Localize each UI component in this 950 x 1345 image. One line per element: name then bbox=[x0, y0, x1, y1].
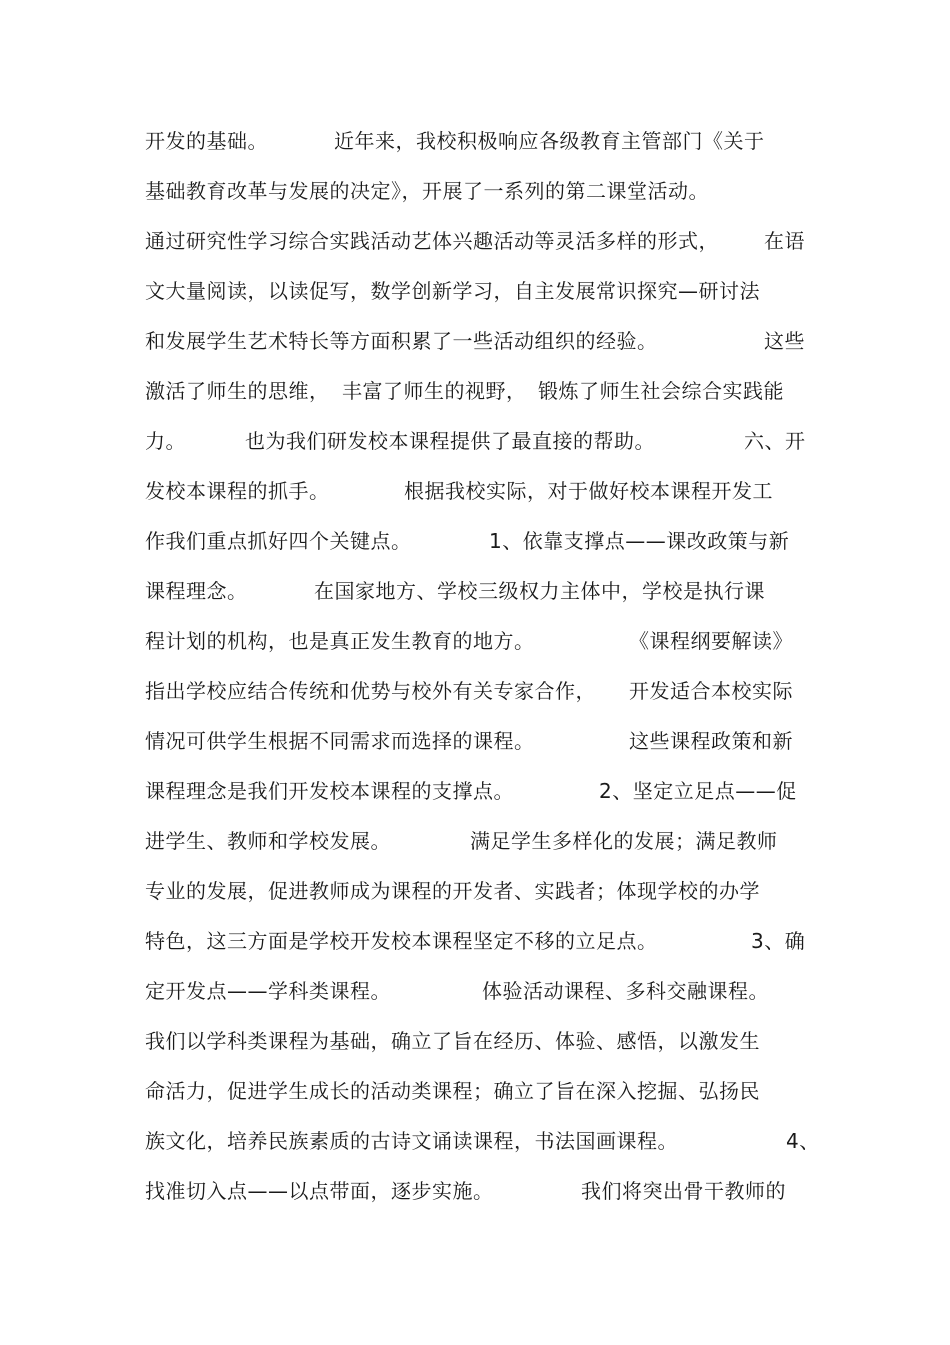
text-segment: 4、 bbox=[786, 1129, 820, 1153]
text-segment: 六、开 bbox=[744, 429, 806, 453]
text-segment: 定开发点——学科类课程。 bbox=[145, 979, 391, 1003]
text-segment: 进学生、教师和学校发展。 bbox=[145, 829, 391, 853]
text-segment: 力。 bbox=[145, 429, 186, 453]
text-segment: 锻炼了师生社会综合实践能 bbox=[538, 379, 784, 403]
text-segment: 情况可供学生根据不同需求而选择的课程。 bbox=[145, 729, 535, 753]
text-segment: 族文化，培养民族素质的古诗文诵读课程，书法国画课程。 bbox=[145, 1129, 678, 1153]
text-segment: 1、依靠支撑点——课改政策与新 bbox=[489, 529, 790, 553]
text-segment: 满足学生多样化的发展；满足教师 bbox=[470, 829, 778, 853]
text-segment: 《课程纲要解读》 bbox=[629, 629, 793, 653]
text-segment: 2、坚定立足点——促 bbox=[599, 779, 797, 803]
text-segment: 课程理念是我们开发校本课程的支撑点。 bbox=[145, 779, 514, 803]
text-segment: 在语 bbox=[764, 229, 805, 253]
text-segment: 找准切入点——以点带面，逐步实施。 bbox=[145, 1179, 494, 1203]
text-segment: 作我们重点抓好四个关键点。 bbox=[145, 529, 412, 553]
text-segment: 3、确 bbox=[751, 929, 806, 953]
text-segment: 通过研究性学习综合实践活动艺体兴趣活动等灵活多样的形式， bbox=[145, 229, 719, 253]
text-segment: 和发展学生艺术特长等方面积累了一些活动组织的经验。 bbox=[145, 329, 658, 353]
text-segment: 文大量阅读，以读促写，数学创新学习，自主发展常识探究—研讨法 bbox=[145, 279, 760, 303]
text-segment: 开发的基础。 bbox=[145, 129, 268, 153]
text-segment: 这些 bbox=[764, 329, 805, 353]
text-segment: 专业的发展，促进教师成为课程的开发者、实践者；体现学校的办学 bbox=[145, 879, 760, 903]
text-segment: 课程理念。 bbox=[145, 579, 248, 603]
text-segment: 丰富了师生的视野， bbox=[342, 379, 527, 403]
text-segment: 发校本课程的抓手。 bbox=[145, 479, 330, 503]
text-segment: 指出学校应结合传统和优势与校外有关专家合作， bbox=[145, 679, 596, 703]
text-segment: 激活了师生的思维， bbox=[145, 379, 330, 403]
text-segment: 根据我校实际，对于做好校本课程开发工 bbox=[404, 479, 773, 503]
text-segment: 近年来，我校积极响应各级教育主管部门《关于 bbox=[334, 129, 765, 153]
text-segment: 特色，这三方面是学校开发校本课程坚定不移的立足点。 bbox=[145, 929, 658, 953]
text-segment: 基础教育改革与发展的决定》，开展了一系列的第二课堂活动。 bbox=[145, 179, 709, 203]
text-segment: 这些课程政策和新 bbox=[629, 729, 793, 753]
text-segment: 在国家地方、学校三级权力主体中，学校是执行课 bbox=[314, 579, 765, 603]
text-segment: 也为我们研发校本课程提供了最直接的帮助。 bbox=[245, 429, 655, 453]
text-segment: 体验活动课程、多科交融课程。 bbox=[482, 979, 769, 1003]
text-segment: 开发适合本校实际 bbox=[629, 679, 793, 703]
text-segment: 命活力，促进学生成长的活动类课程；确立了旨在深入挖掘、弘扬民 bbox=[145, 1079, 760, 1103]
text-segment: 程计划的机构，也是真正发生教育的地方。 bbox=[145, 629, 535, 653]
text-segment: 我们将突出骨干教师的 bbox=[581, 1179, 786, 1203]
text-segment: 我们以学科类课程为基础，确立了旨在经历、体验、感悟，以激发生 bbox=[145, 1029, 760, 1053]
